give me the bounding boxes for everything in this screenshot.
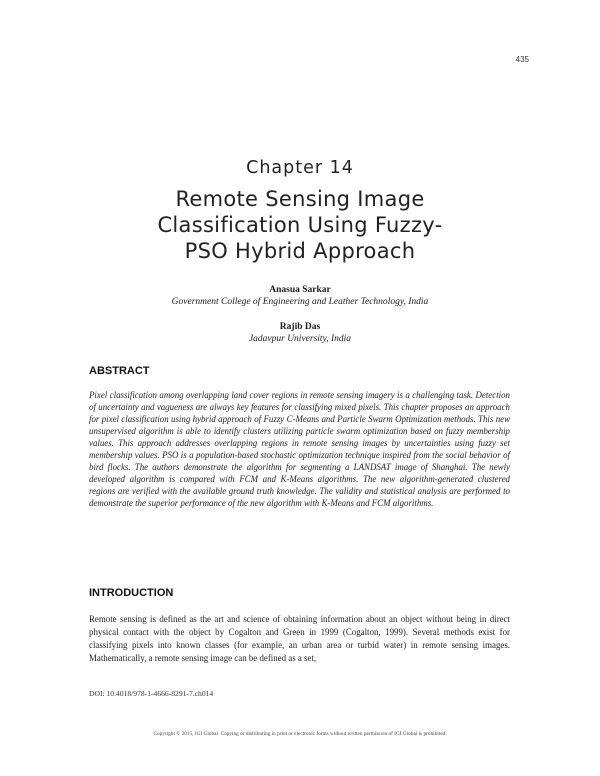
chapter-title [90, 186, 510, 264]
author-name: Anasua Sarkar [269, 285, 331, 295]
introduction-text: Remote sensing is defined as the art and science of obtaining information about an object without being in direct physical contact with the object by Cogalton and Green in 1999 (Cogalton, 1999). Several methods exist for classifying pixels into known classes (for example, an urban area or turbid water) in remote sensing images. Mathematically, a remote sensing image can be defined as a set, [89, 614, 510, 663]
copyright-footer: Copyright © 2015, IGI Global. Copying or distributing in print or electronic forms without written permission of IGI Global is prohibited. [153, 731, 447, 737]
abstract-text: Pixel classification among overlapping land cover regions in remote sensing imagery is a challenging task. Detection of uncertainty and vagueness are always key features for classifying mixed pixels. This chapter proposes an approach for pixel classification using hybrid approach of Fuzzy C-Means and Particle Swarm Optimization methods. This new unsupervised algorithm is able to identify clusters utilizing particle swarm optimization based on fuzzy membership values. This approach addresses overlapping regions in remote sensing images by uncertainties using fuzzy set membership values. PSO is a population-based stochastic optimization technique inspired from the social behavior of bird flocks. The authors demonstrate the algorithm for segmenting a LANDSAT image of Shanghai. The newly developed algorithm is compared with FCM and K-Means algorithms. The new algorithm-generated clustered regions are verified with the available ground truth knowledge. The validity and statistical analysis are performed to demonstrate the superior performance of the new algorithm with K-Means and FCM algorithms. [89, 390, 510, 508]
author-affiliation: Government College of Engineering and Leather Technology, India [171, 297, 429, 307]
chapter-label: Chapter 14 [246, 158, 354, 178]
author-name: Rajib Das [279, 322, 321, 332]
author-block [0, 321, 600, 345]
abstract-heading: ABSTRACT [89, 365, 150, 377]
author-block [0, 284, 600, 308]
chapter-title-line: Classification Using Fuzzy- [157, 213, 443, 237]
introduction-heading: INTRODUCTION [89, 587, 174, 599]
author-affiliation: Jadavpur University, India [248, 334, 352, 344]
chapter-title-line: Remote Sensing Image [175, 187, 425, 211]
chapter-title-line: PSO Hybrid Approach [184, 239, 416, 263]
doi-line: DOI: 10.4018/978-1-4666-8291-7.ch014 [89, 689, 214, 698]
page-number: 435 [515, 55, 529, 64]
